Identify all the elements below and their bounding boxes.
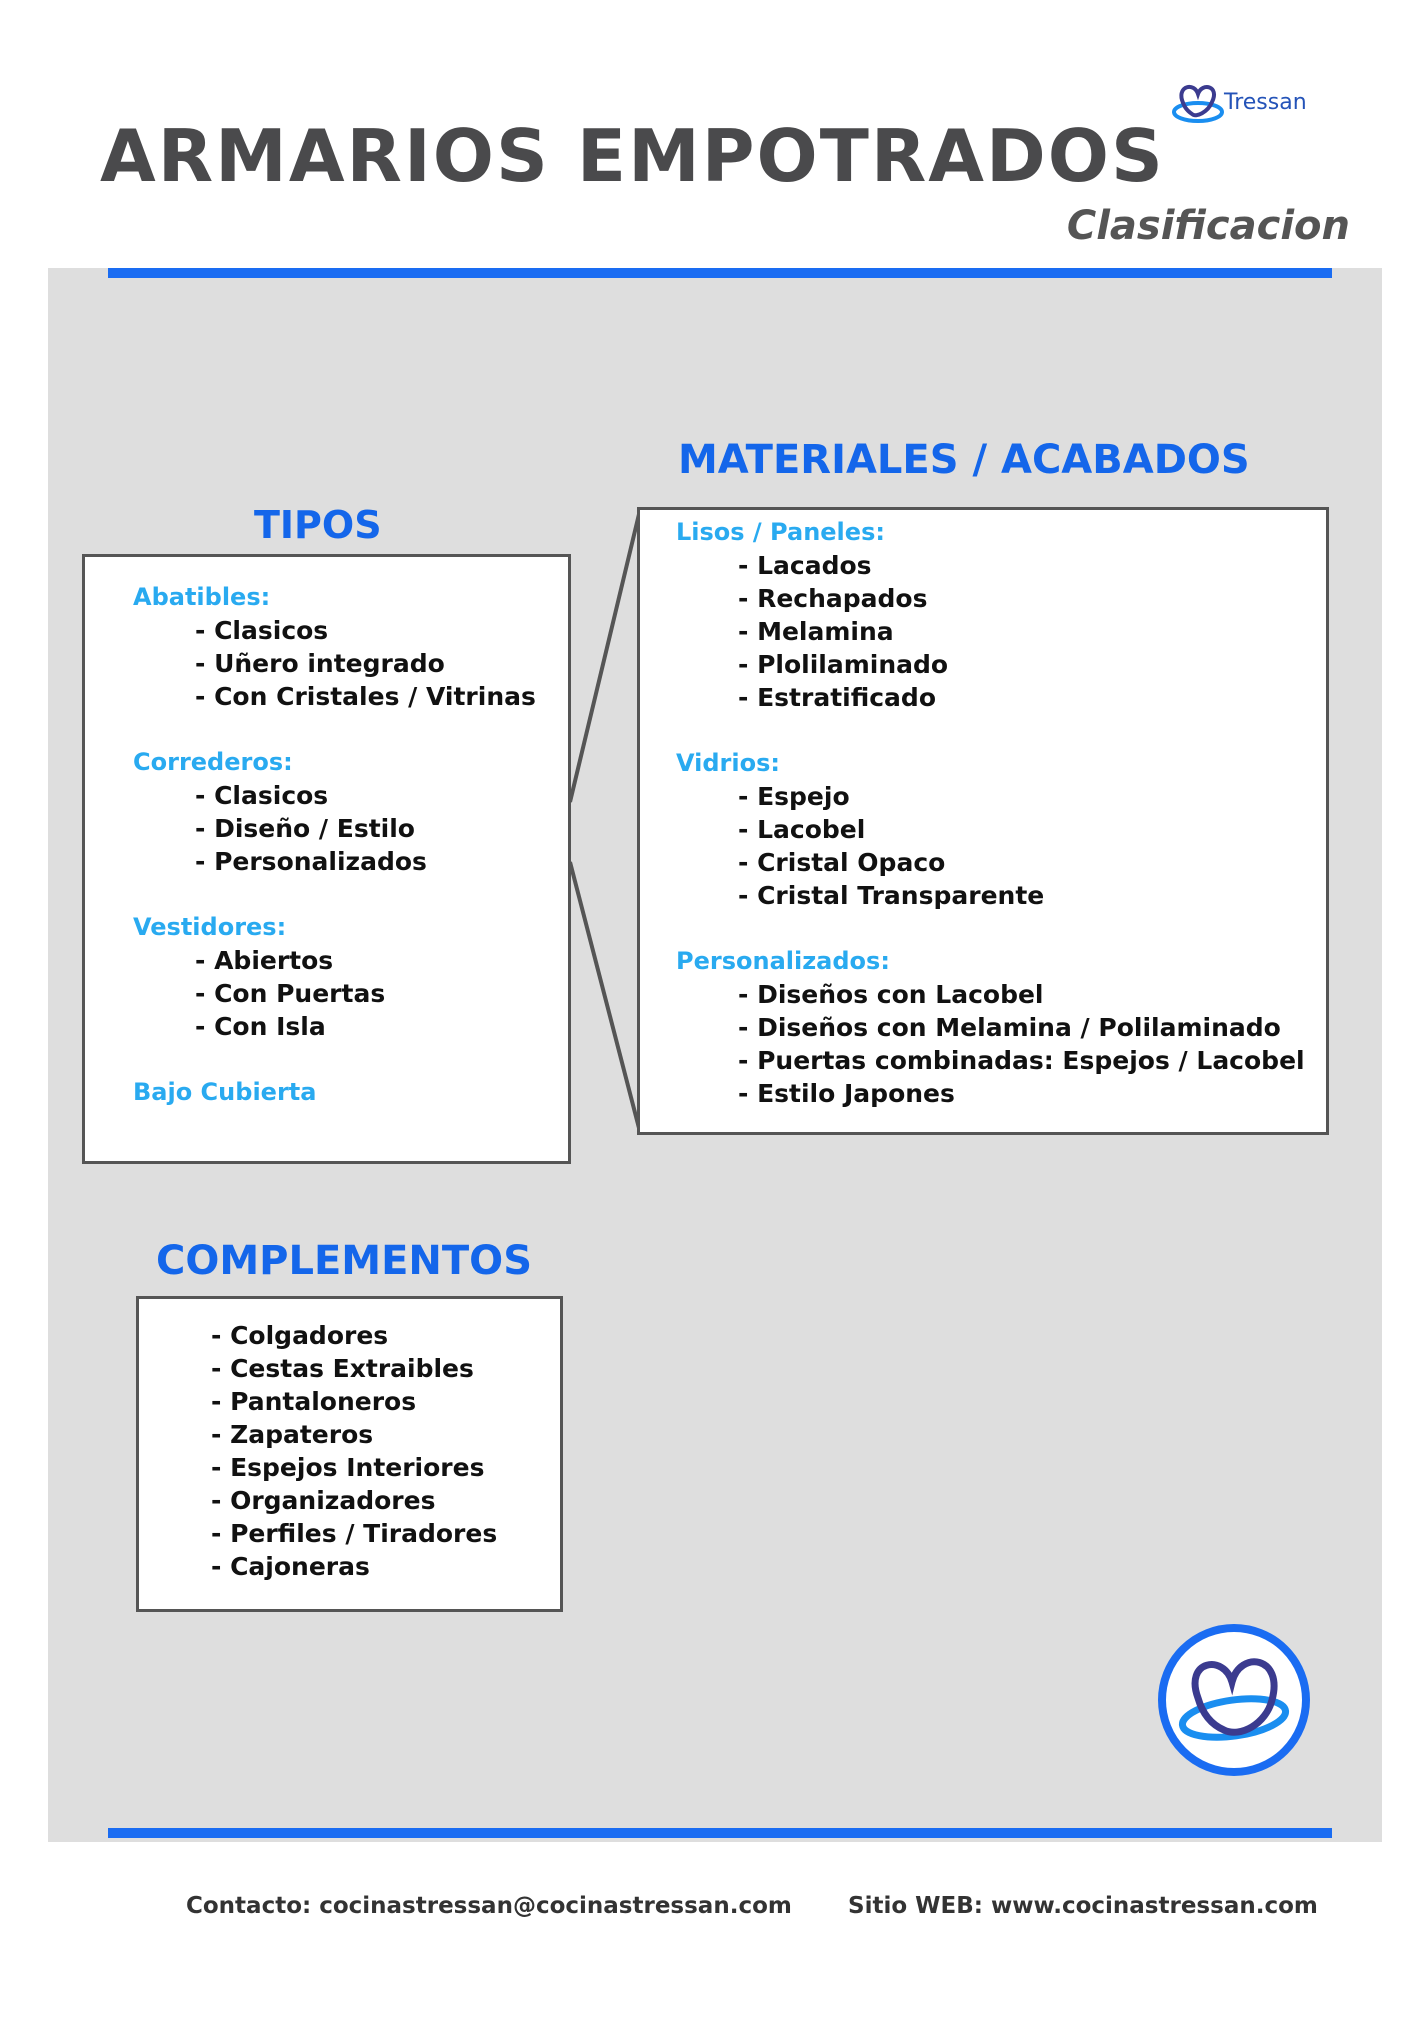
list-item: - Espejos Interiores	[211, 1453, 485, 1482]
list-item: - Lacobel	[738, 815, 866, 844]
list-item: - Diseños con Lacobel	[738, 980, 1044, 1009]
complementos-heading: COMPLEMENTOS	[156, 1238, 532, 1284]
list-item: - Personalizados	[195, 847, 427, 876]
complementos-list	[211, 1319, 497, 1583]
section-title: Lisos / Paneles:	[676, 518, 885, 546]
materiales-list	[676, 516, 1305, 1110]
materiales-box	[637, 507, 1329, 1135]
bottom-divider	[108, 1828, 1332, 1838]
list-item: - Estilo Japones	[738, 1079, 955, 1108]
list-item: - Pantaloneros	[211, 1387, 417, 1416]
tipos-list	[133, 581, 536, 1109]
list-item: - Clasicos	[195, 616, 329, 645]
section-title: Abatibles:	[133, 583, 271, 611]
list-item: - Cajoneras	[211, 1552, 370, 1581]
tipos-heading: TIPOS	[254, 503, 382, 547]
list-item: - Puertas combinadas: Espejos / Lacobel	[738, 1046, 1305, 1075]
complementos-box	[136, 1296, 563, 1612]
section-title: Bajo Cubierta	[133, 1078, 317, 1106]
list-item: - Organizadores	[211, 1486, 436, 1515]
section-title: Correderos:	[133, 748, 293, 776]
list-item: - Rechapados	[738, 584, 928, 613]
footer-contact: Contacto: cocinastressan@cocinastressan.com	[186, 1893, 792, 1919]
list-item: - Plolilaminado	[738, 650, 949, 679]
list-item: - Perfiles / Tiradores	[211, 1519, 498, 1548]
brand-name: Tressan	[1224, 90, 1307, 115]
list-item: - Con Isla	[195, 1012, 326, 1041]
list-item: - Diseños con Melamina / Polilaminado	[738, 1013, 1281, 1042]
materiales-heading: MATERIALES / ACABADOS	[678, 437, 1250, 483]
list-item: - Cestas Extraibles	[211, 1354, 474, 1383]
top-divider	[108, 268, 1332, 278]
page-title: ARMARIOS EMPOTRADOS	[100, 114, 1165, 198]
tressan-logo-icon	[1168, 74, 1228, 134]
page-subtitle: Clasificacion	[1066, 203, 1350, 249]
list-item: - Con Puertas	[195, 979, 386, 1008]
list-item: - Diseño / Estilo	[195, 814, 415, 843]
list-item: - Lacados	[738, 551, 872, 580]
list-item: - Melamina	[738, 617, 894, 646]
footer-website: Sitio WEB: www.cocinastressan.com	[848, 1893, 1318, 1919]
list-item: - Cristal Opaco	[738, 848, 946, 877]
section-title: Vidrios:	[676, 749, 780, 777]
list-item: - Colgadores	[211, 1321, 389, 1350]
tressan-large-logo-icon	[1154, 1620, 1314, 1780]
tipos-box	[82, 554, 571, 1164]
list-item: - Uñero integrado	[195, 649, 445, 678]
list-item: - Clasicos	[195, 781, 329, 810]
list-item: - Zapateros	[211, 1420, 374, 1449]
section-title: Vestidores:	[133, 913, 287, 941]
section-title: Personalizados:	[676, 947, 890, 975]
list-item: - Espejo	[738, 782, 850, 811]
list-item: - Cristal Transparente	[738, 881, 1045, 910]
list-item: - Abiertos	[195, 946, 334, 975]
list-item: - Con Cristales / Vitrinas	[195, 682, 536, 711]
list-item: - Estratificado	[738, 683, 936, 712]
brand-logo	[1168, 74, 1328, 134]
